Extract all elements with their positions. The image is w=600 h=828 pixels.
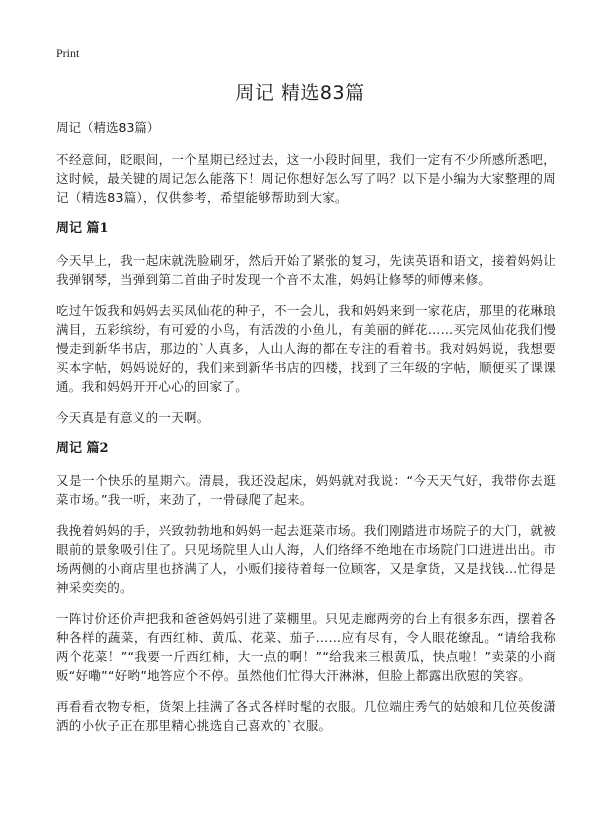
section-paragraph: 吃过午饭我和妈妈去买凤仙花的种子，不一会儿，我和妈妈来到一家花店，那里的花琳琅满目，五彩缤纷，有可爱的小鸟，有活泼的小鱼儿，有美丽的鲜花……买完凤仙花我们慢慢走到新华书店，那边的`人真多，人山人海的都在专注的看着书。我对妈妈说，我想要买本字帖，妈妈说好的，我们来到新华书店的四楼，找到了三年级的字帖，顺便买了课课通。我和妈妈开开心心的回家了。 xyxy=(56,303,556,394)
section-heading: 周记 篇2 xyxy=(56,441,109,456)
article-subtitle: 周记（精选83篇） xyxy=(56,120,160,135)
section-2 xyxy=(56,439,556,735)
section-paragraph: 一阵讨价还价声把我和爸爸妈妈引进了菜棚里。只见走廊两旁的台上有很多东西，摆着各种各样的蔬菜，有西红柿、黄瓜、花菜、茄子……应有尽有，令人眼花缭乱。“请给我称两个花菜！”“我要一斤西红柿，大一点的啊！”“给我来三根黄瓜，快点啦！”卖菜的小商贩“好嘞”“好哟”地答应个不停。虽然他们忙得大汗淋淋，但脸上都露出欣慰的笑容。 xyxy=(56,611,556,683)
section-paragraph: 我挽着妈妈的手，兴致勃勃地和妈妈一起去逛菜市场。我们刚踏进市场院子的大门，就被眼前的景象吸引住了。只见场院里人山人海，人们络绎不绝地在市场院门口进进出出。市场两侧的小商店里也挤满了人，小贩们接待着每一位顾客，又是拿货，又是找钱…忙得是神采奕奕的。 xyxy=(56,523,556,595)
print-link[interactable]: Print xyxy=(56,46,80,60)
article-body xyxy=(56,118,556,747)
section-1 xyxy=(56,219,556,427)
section-paragraph: 今天真是有意义的一天啊。 xyxy=(56,410,210,425)
section-heading: 周记 篇1 xyxy=(56,221,109,236)
page-title: 周记 精选83篇 xyxy=(235,82,365,104)
section-paragraph: 再看看衣物专柜，货架上挂满了各式各样时髦的衣服。几位端庄秀气的姑娘和几位英俊潇洒的小伙子正在那里精心挑选自己喜欢的`衣服。 xyxy=(56,699,556,733)
intro-paragraph: 不经意间，眨眼间，一个星期已经过去，这一小段时间里，我们一定有不少所感所悉吧，这时候，最关键的周记怎么能落下！周记你想好怎么写了吗？以下是小编为大家整理的周记（精选83篇），仅供参考，希望能够帮助到大家。 xyxy=(56,152,556,205)
section-paragraph: 又是一个快乐的星期六。清晨，我还没起床，妈妈就对我说：“今天天气好，我带你去逛菜市场。”我一听，来劲了，一骨碌爬了起来。 xyxy=(56,473,556,507)
section-paragraph: 今天早上，我一起床就洗脸刷牙，然后开始了紧张的复习，先读英语和语文，接着妈妈让我弹钢琴，当弹到第二首曲子时发现一个音不太准，妈妈让修琴的师傅来修。 xyxy=(56,253,556,287)
